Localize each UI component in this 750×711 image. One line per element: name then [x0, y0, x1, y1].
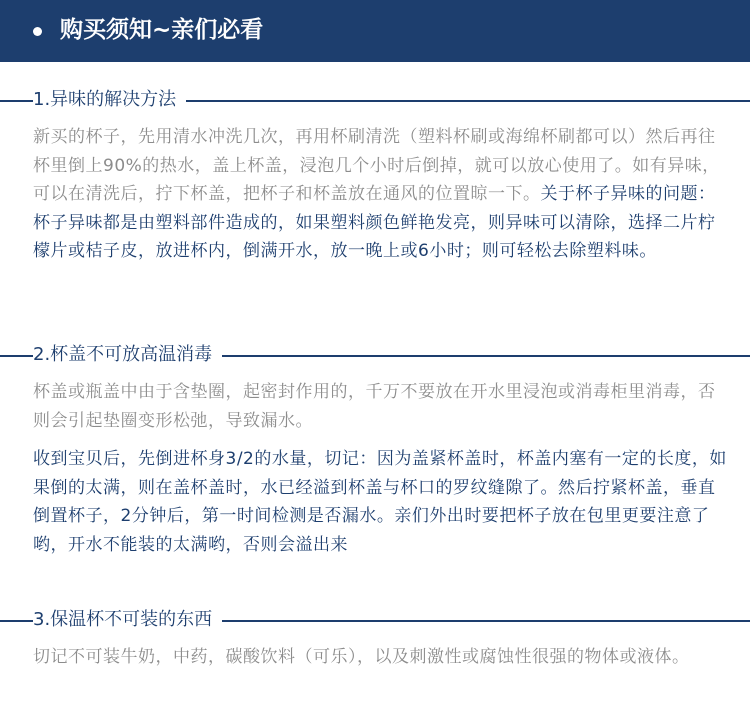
section-lid — [0, 341, 750, 559]
section-title: 2.杯盖不可放高温消毒 — [33, 341, 222, 369]
divider-line-left — [0, 355, 22, 357]
bullet-icon — [33, 27, 42, 36]
divider-line-left — [0, 100, 22, 102]
section-body — [0, 123, 750, 266]
body-text-blue: 关于杯子异味的问题：杯子异味都是由塑料部件造成的，如果塑料颜色鲜艳发亮，则异味可以清除，选择二片柠檬片或桔子皮，放进杯内，倒满开水，放一晚上或6小时；则可轻松去除塑料味。 — [33, 184, 716, 261]
section-heading — [0, 86, 750, 114]
section-forbidden — [0, 606, 750, 672]
section-body-gray: 杯盖或瓶盖中由于含垫圈，起密封作用的，千万不要放在开水里浸泡或消毒柜里消毒，否则会引起垫圈变形松弛，导致漏水。 — [33, 382, 716, 431]
section-title: 3.保温杯不可装的东西 — [33, 606, 222, 634]
section-title: 1.异味的解决方法 — [33, 86, 186, 114]
section-heading — [0, 606, 750, 634]
body-text-gray: 新买的杯子，先用清水冲洗几次，再用杯刷清洗（塑料杯刷或海绵杯刷都可以）然后再往杯里倒上90%的热水，盖上杯盖，浸泡几个小时后倒掉，就可以放心使用了。如有异味，可以在清洗后，拧下杯盖，把杯子和杯盖放在通风的位置晾一下。 — [33, 127, 720, 204]
section-body-gray: 切记不可装牛奶，中药，碳酸饮料（可乐），以及刺激性或腐蚀性很强的物体或液体。 — [33, 647, 690, 667]
page-title: 购买须知~亲们必看 — [60, 17, 264, 43]
header-banner — [0, 0, 750, 62]
divider-line-left — [0, 620, 22, 622]
section-odor — [0, 86, 750, 266]
section-heading — [0, 341, 750, 369]
section-body-blue: 收到宝贝后，先倒进杯身3/2的水量，切记：因为盖紧杯盖时，杯盖内塞有一定的长度，如果倒的太满，则在盖杯盖时，水已经溢到杯盖与杯口的罗纹缝隙了。然后拧紧杯盖，垂直倒置杯子，2分钟后，第一时间检测是否漏水。亲们外出时要把杯子放在包里更要注意了哟，开水不能装的太满哟，否则会溢出来 — [33, 449, 727, 555]
